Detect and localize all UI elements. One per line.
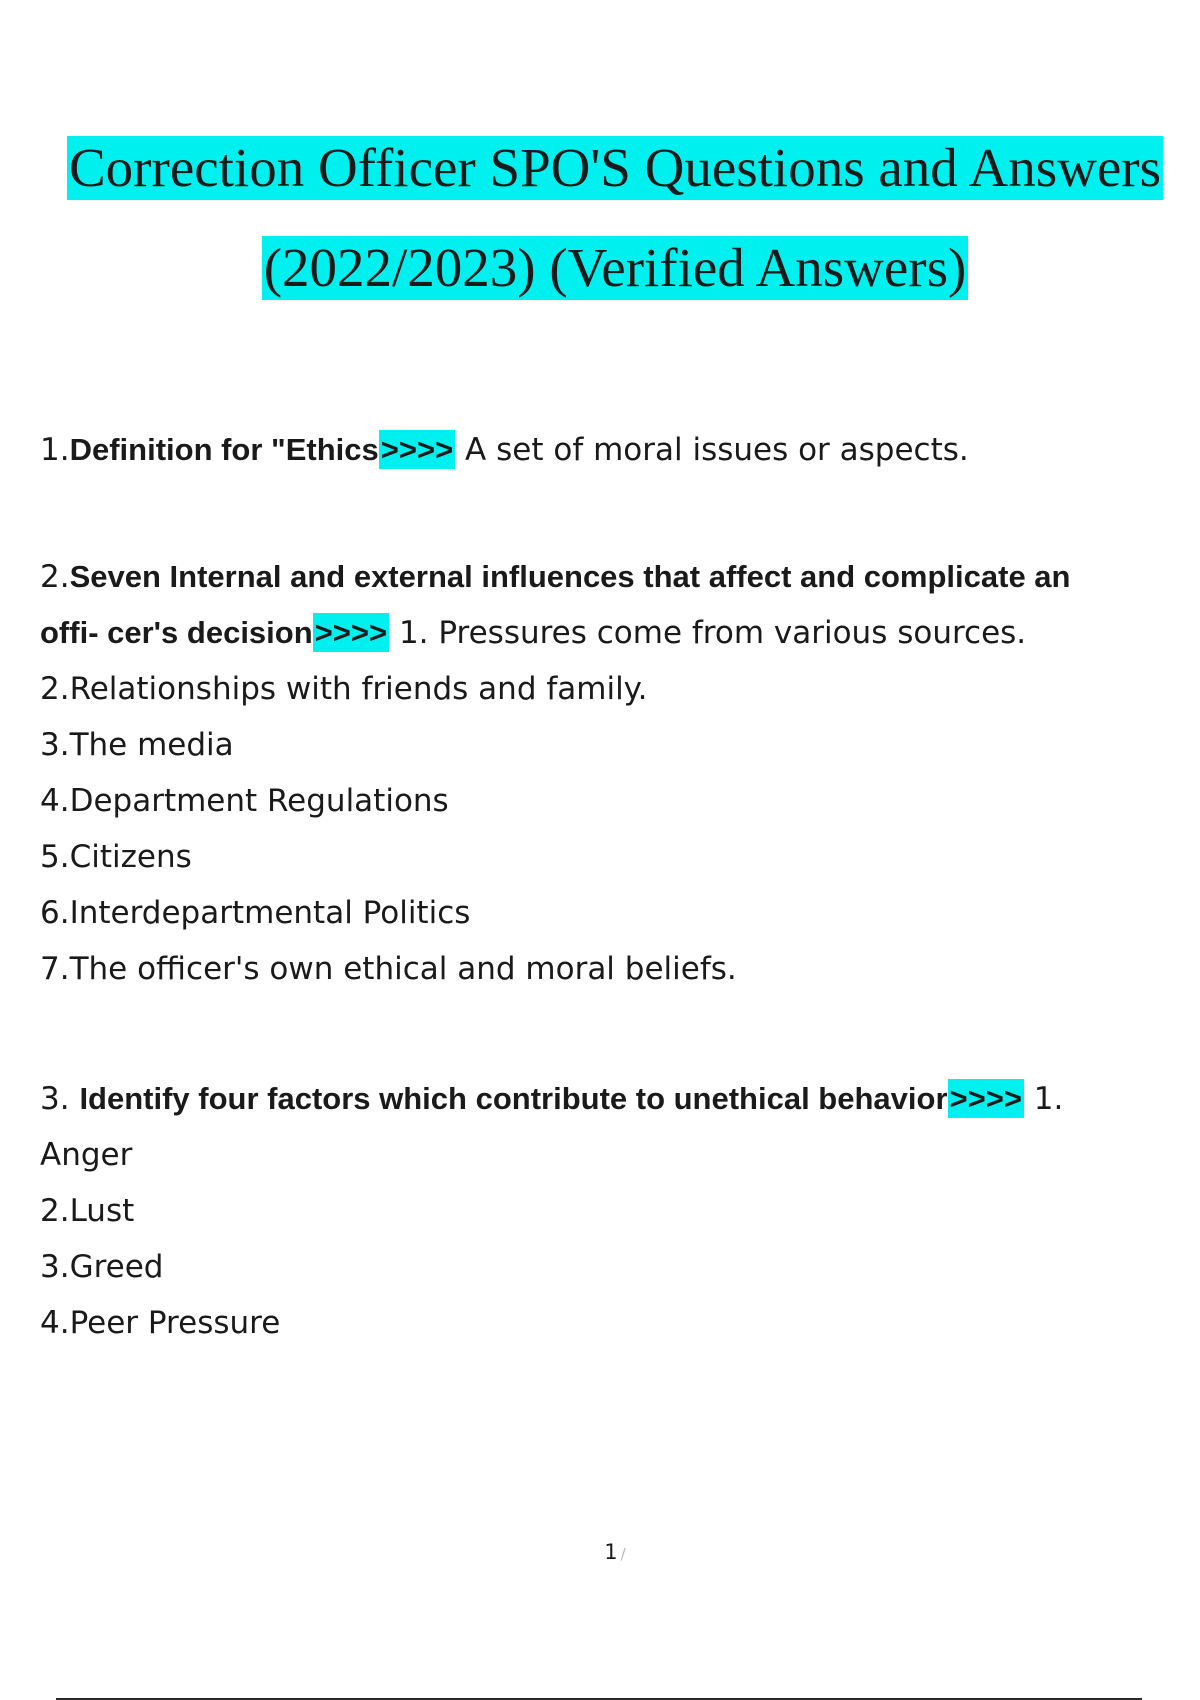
qa-3-answer-line: 2.Lust — [40, 1193, 135, 1229]
qa-2-number: 2. — [40, 559, 70, 595]
qa-2-answer-line: 2.Relationships with friends and family. — [40, 671, 648, 707]
qa-3-number: 3. — [40, 1081, 70, 1117]
page-number-value: 1 — [604, 1540, 618, 1564]
qa-2-question-part-1: Seven Internal and external influences that affect and complicate an — [69, 559, 1071, 594]
qa-item-2 — [40, 549, 1160, 997]
qa-1-question-line — [40, 422, 1160, 478]
page-number — [0, 1540, 1200, 1564]
qa-1-arrow: >>>> — [380, 432, 454, 467]
qa-2-answer-line: 5.Citizens — [40, 839, 192, 875]
qa-3-answer-first: 1. — [1023, 1081, 1064, 1117]
document-title — [40, 118, 1190, 318]
qa-3-answer-line: 3.Greed — [40, 1249, 164, 1285]
qa-2-answer-line: 7.The officer's own ethical and moral beliefs. — [40, 951, 737, 987]
qa-3-question: Identify four factors which contribute to unethical behavior — [79, 1081, 948, 1116]
title-line-1-row — [40, 118, 1190, 218]
qa-3-question-line — [40, 1071, 1160, 1127]
qa-2-question-line-1 — [40, 549, 1160, 605]
qa-2-answer-line: 6.Interdepartmental Politics — [40, 895, 471, 931]
qa-1-answer: A set of moral issues or aspects. — [455, 432, 969, 468]
qa-2-question-line-2 — [40, 605, 1160, 661]
page-number-suffix: / — [620, 1545, 626, 1563]
qa-item-3 — [40, 1071, 1160, 1351]
qa-3-answer-line: Anger — [40, 1137, 133, 1173]
qa-3-arrow: >>>> — [949, 1081, 1022, 1116]
qa-3-answer-line: 4.Peer Pressure — [40, 1305, 281, 1341]
qa-1-number: 1. — [40, 432, 70, 468]
qa-1-question: Definition for "Ethics — [69, 432, 379, 467]
qa-2-answer-first: 1. Pressures come from various sources. — [389, 615, 1027, 651]
qa-2-answer-line: 4.Department Regulations — [40, 783, 449, 819]
qa-2-arrow: >>>> — [314, 615, 388, 650]
qa-2-question-part-2: offi- cer's decision — [40, 615, 313, 650]
qa-2-answer-line: 3.The media — [40, 727, 234, 763]
title-line-2-row — [40, 218, 1190, 318]
title-line-2: (2022/2023) (Verified Answers) — [263, 237, 967, 298]
qa-item-1 — [40, 422, 1160, 478]
title-line-1: Correction Officer SPO'S Questions and Answers — [69, 137, 1161, 198]
